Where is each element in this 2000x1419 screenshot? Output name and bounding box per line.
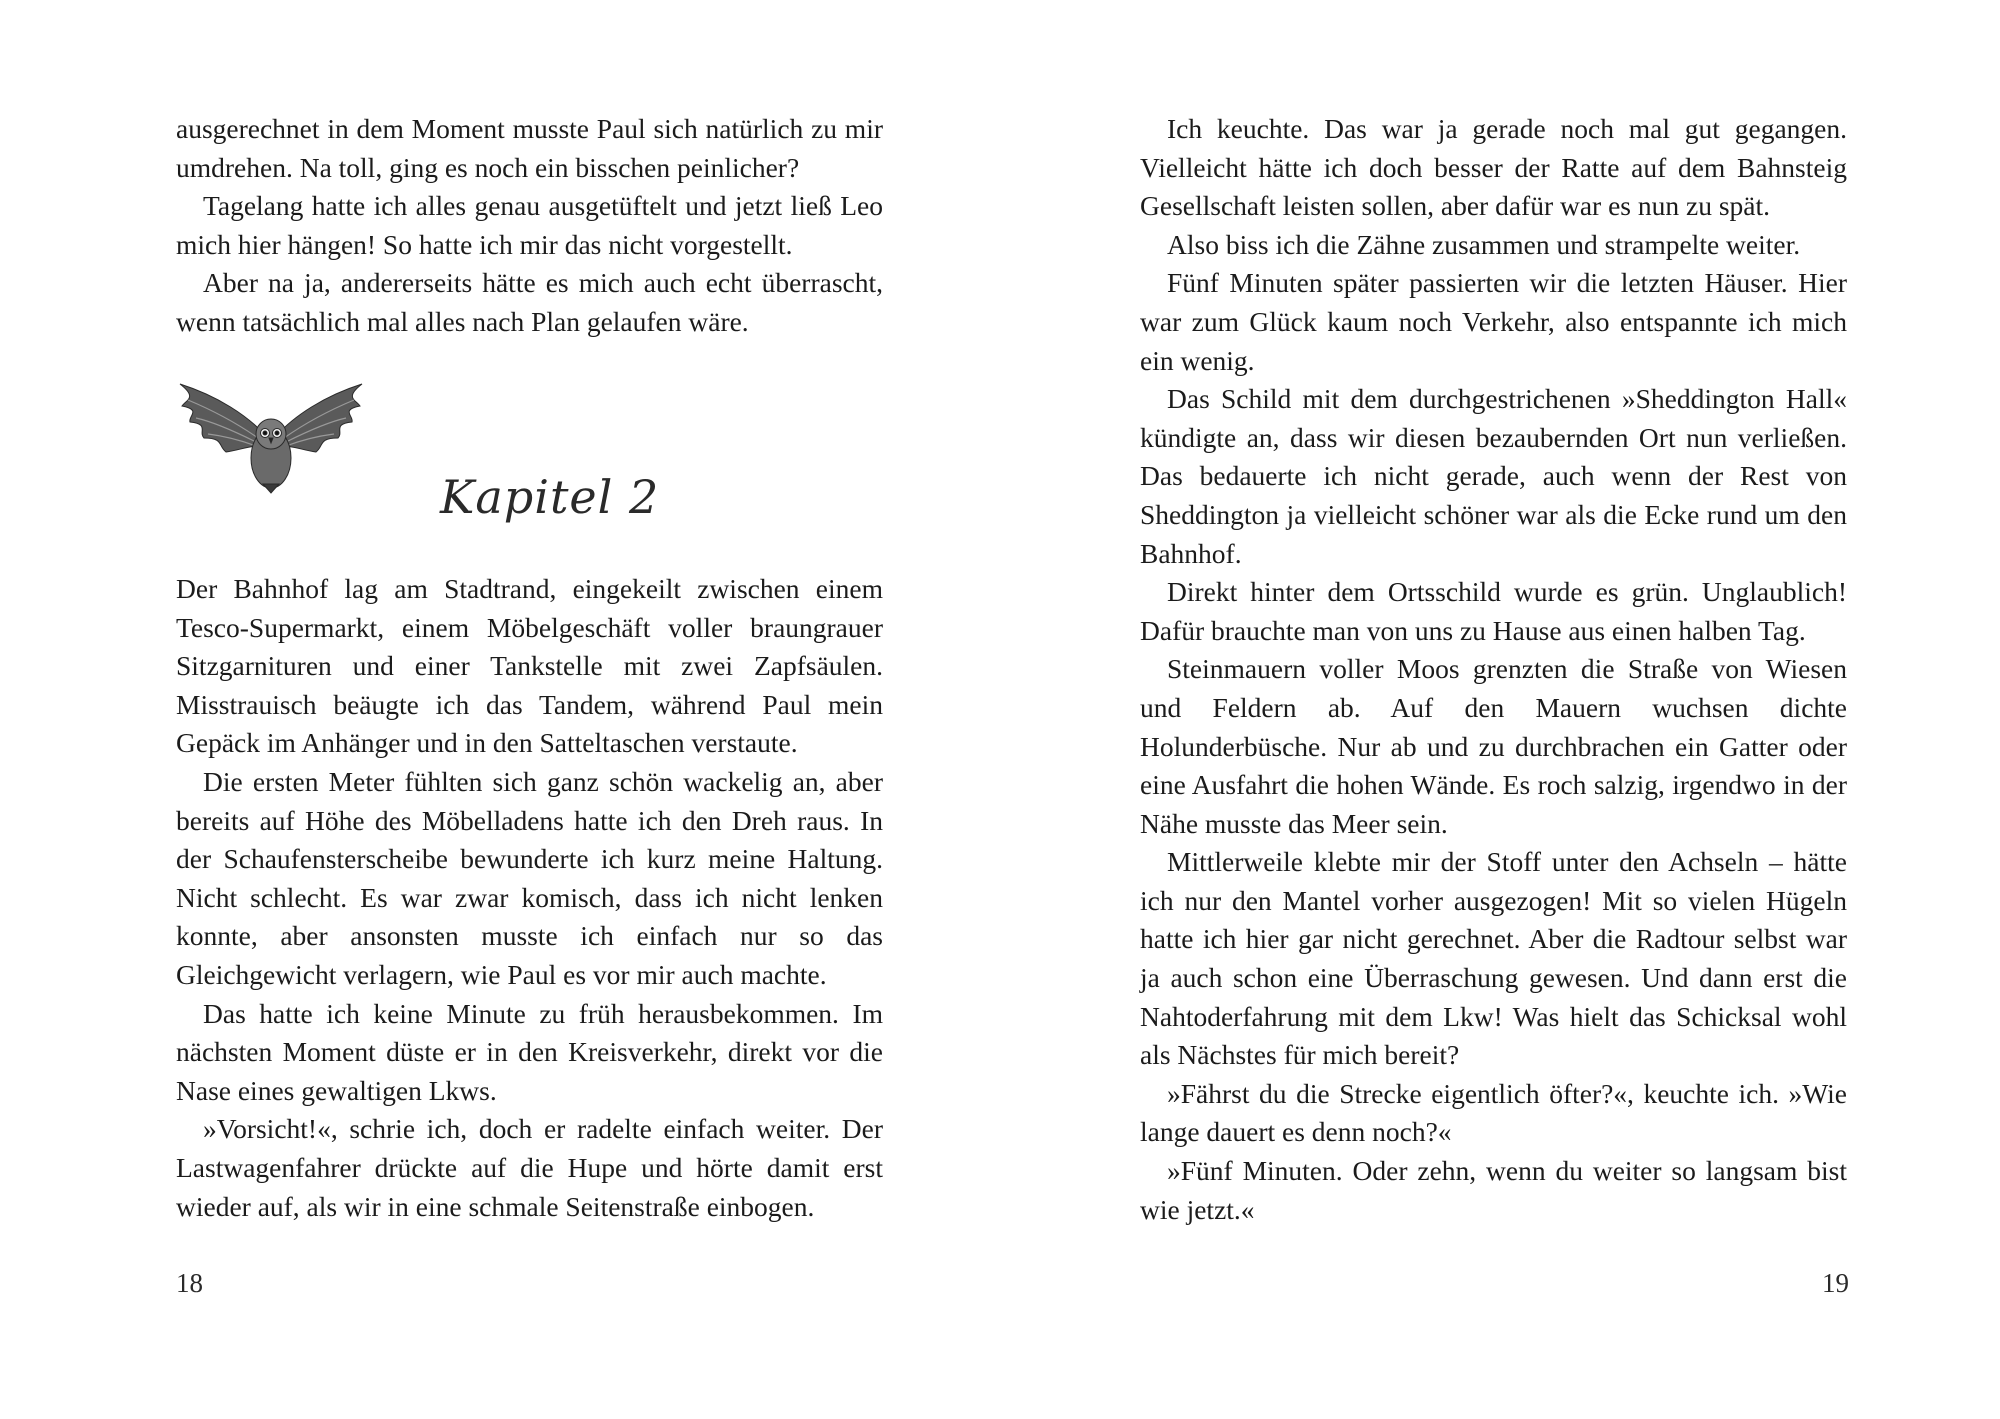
paragraph: Das hatte ich keine Minute zu früh herausbekommen. Im nächsten Moment düste er in den Kreisverkehr, direkt vor die Nase eines gewaltigen Lkws. (176, 997, 883, 1106)
right-text (1140, 110, 1847, 1229)
paragraph: Das Schild mit dem durchgestrichenen »Sheddington Hall« kündigte an, dass wir diesen bezaubernden Ort nun verließen. Das bedauerte ich nicht gerade, auch wenn der Rest von Sheddington ja vielleicht schöner war als die Ecke rund um den Bahnhof. (1140, 383, 1847, 569)
paragraph: »Fährst du die Strecke eigentlich öfter?«, keuchte ich. »Wie lange dauert es denn noch?« (1140, 1077, 1847, 1148)
left-top-text (176, 110, 883, 342)
right-page (1000, 0, 2000, 1419)
paragraph: Direkt hinter dem Ortsschild wurde es grün. Unglaublich! Dafür brauchte man von uns zu Hause aus einen halben Tag. (1140, 576, 1847, 646)
paragraph: »Vorsicht!«, schrie ich, doch er radelte einfach weiter. Der Lastwagenfahrer drückte auf die Hupe und hörte damit erst wieder auf, als wir in eine schmale Seitenstraße einbogen. (176, 1113, 883, 1222)
paragraph: Der Bahnhof lag am Stadtrand, eingekeilt zwischen einem Tesco-Supermarkt, einem Möbelgeschäft voller braungrauer Sitzgarnituren und einer Tankstelle mit zwei Zapfsäulen. Misstrauisch beäugte ich das Tandem, während Paul mein Gepäck im Anhänger und in den Satteltaschen verstaute. (176, 573, 883, 759)
page-number: 19 (1822, 1268, 1849, 1298)
paragraph: Mittlerweile klebte mir der Stoff unter den Achseln – hätte ich nur den Mantel vorher ausgezogen! Mit so vielen Hügeln hatte ich hier gar nicht gerechnet. Aber die Radtour selbst war ja auch schon eine Überraschung gewesen. Und dann erst die Nahtoderfahrung mit dem Lkw! Was hielt das Schicksal wohl als Nächstes für mich bereit? (1140, 846, 1847, 1071)
paragraph: Fünf Minuten später passierten wir die letzten Häuser. Hier war zum Glück kaum noch Verkehr, also entspannte ich mich ein wenig. (1140, 267, 1847, 376)
owl-illustration-icon (178, 376, 364, 494)
paragraph: Tagelang hatte ich alles genau ausgetüftelt und jetzt ließ Leo mich hier hängen! So hatte ich mir das nicht vorgestellt. (176, 190, 883, 260)
paragraph: Ich keuchte. Das war ja gerade noch mal gut gegangen. Vielleicht hätte ich doch besser der Ratte auf dem Bahnsteig Gesellschaft leisten sollen, aber dafür war es nun zu spät. (1140, 113, 1847, 222)
chapter-title: Kapitel 2 (440, 470, 660, 524)
paragraph: Die ersten Meter fühlten sich ganz schön wackelig an, aber bereits auf Höhe des Möbelladens hatte ich den Dreh raus. In der Schaufensterscheibe bewunderte ich kurz meine Haltung. Nicht schlecht. Es war zwar komisch, dass ich nicht lenken konnte, aber ansonsten musste ich einfach nur so das Gleichgewicht verlagern, wie Paul es vor mir auch machte. (176, 765, 883, 990)
paragraph: Also biss ich die Zähne zusammen und strampelte weiter. (1167, 228, 1801, 260)
paragraph: Aber na ja, andererseits hätte es mich auch echt überrascht, wenn tatsächlich mal alles nach Plan gelaufen wäre. (176, 267, 883, 337)
paragraph: »Fünf Minuten. Oder zehn, wenn du weiter so langsam bist wie jetzt.« (1140, 1155, 1847, 1225)
left-chapter-text (176, 570, 883, 1226)
paragraph: Steinmauern voller Moos grenzten die Straße von Wiesen und Feldern ab. Auf den Mauern wuchsen dichte Holunderbüsche. Nur ab und zu durchbrachen ein Gatter oder eine Ausfahrt die hohen Wände. Es roch salzig, irgendwo in der Nähe musste das Meer sein. (1140, 653, 1847, 839)
paragraph: ausgerechnet in dem Moment musste Paul sich natürlich zu mir umdrehen. Na toll, ging es noch ein bisschen peinlicher? (176, 113, 883, 183)
page-number: 18 (176, 1268, 203, 1298)
